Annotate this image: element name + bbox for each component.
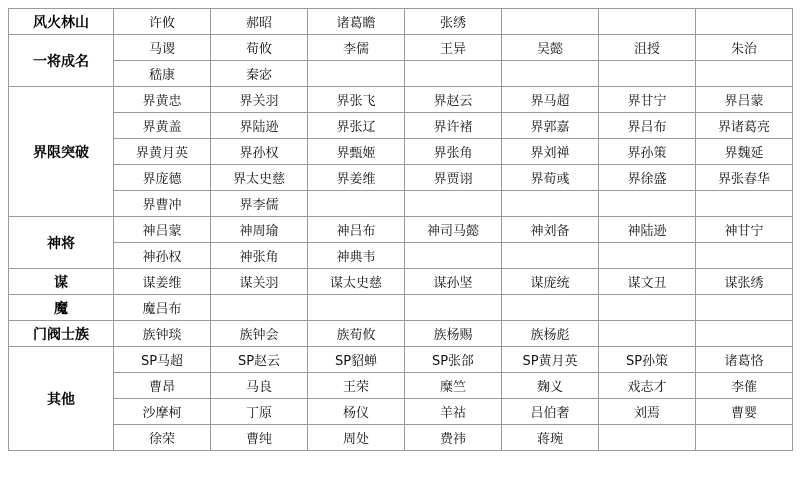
table-row [9, 113, 793, 139]
general-cell: 杨仪 [308, 399, 405, 425]
general-cell [696, 191, 793, 217]
general-cell: SP孙策 [599, 347, 696, 373]
general-cell [211, 295, 308, 321]
table-row [9, 373, 793, 399]
general-cell: 界马超 [502, 87, 599, 113]
general-cell: 丁原 [211, 399, 308, 425]
general-cell: 界关羽 [211, 87, 308, 113]
general-cell: 秦宓 [211, 61, 308, 87]
general-cell: 张绣 [405, 9, 502, 35]
general-cell: 界刘禅 [502, 139, 599, 165]
category-cell [9, 87, 114, 217]
general-cell: 界吕布 [599, 113, 696, 139]
table-row [9, 347, 793, 373]
general-cell: SP貂蝉 [308, 347, 405, 373]
general-cell: 王荣 [308, 373, 405, 399]
general-cell: 界贾诩 [405, 165, 502, 191]
general-cell [502, 9, 599, 35]
general-cell [405, 191, 502, 217]
category-label: 界限突破 [33, 144, 89, 161]
general-cell [502, 295, 599, 321]
table-row [9, 61, 793, 87]
general-cell: 界庞德 [114, 165, 211, 191]
table-row [9, 425, 793, 451]
general-cell: 郝昭 [211, 9, 308, 35]
table-row [9, 243, 793, 269]
general-cell: 神刘备 [502, 217, 599, 243]
general-cell: 界李儒 [211, 191, 308, 217]
general-cell [599, 425, 696, 451]
general-cell: 羊祜 [405, 399, 502, 425]
general-cell: SP马超 [114, 347, 211, 373]
general-cell: 谋文丑 [599, 269, 696, 295]
category-label: 谋 [54, 274, 68, 291]
general-cell [502, 61, 599, 87]
table-row [9, 139, 793, 165]
general-cell: 界魏延 [696, 139, 793, 165]
table-row [9, 35, 793, 61]
general-cell: 界荀彧 [502, 165, 599, 191]
general-cell: 界孙权 [211, 139, 308, 165]
general-cell [308, 61, 405, 87]
general-cell: 界甘宁 [599, 87, 696, 113]
general-cell: 蒋琬 [502, 425, 599, 451]
general-cell: 诸葛瞻 [308, 9, 405, 35]
general-cell [502, 243, 599, 269]
general-cell: 界曹冲 [114, 191, 211, 217]
general-cell: 吴懿 [502, 35, 599, 61]
general-cell: 界张飞 [308, 87, 405, 113]
general-cell: 界姜维 [308, 165, 405, 191]
general-cell: 神司马懿 [405, 217, 502, 243]
category-label: 魔 [54, 300, 68, 317]
general-cell: 谋张绣 [696, 269, 793, 295]
general-cell [696, 295, 793, 321]
general-cell: 魔吕布 [114, 295, 211, 321]
general-cell [599, 321, 696, 347]
general-cell: 神甘宁 [696, 217, 793, 243]
general-cell: 界徐盛 [599, 165, 696, 191]
general-cell: 界黄盖 [114, 113, 211, 139]
general-cell [599, 243, 696, 269]
general-cell: 神孙权 [114, 243, 211, 269]
general-cell [308, 295, 405, 321]
general-cell: 徐荣 [114, 425, 211, 451]
general-cell [308, 191, 405, 217]
general-cell: 嵇康 [114, 61, 211, 87]
general-cell: 界吕蒙 [696, 87, 793, 113]
general-cell [599, 61, 696, 87]
general-cell: SP张郃 [405, 347, 502, 373]
general-cell: 谋姜维 [114, 269, 211, 295]
general-cell [599, 191, 696, 217]
general-cell: 周处 [308, 425, 405, 451]
general-cell: 许攸 [114, 9, 211, 35]
general-cell: 界许褚 [405, 113, 502, 139]
general-cell: 界黄忠 [114, 87, 211, 113]
general-cell: 族钟会 [211, 321, 308, 347]
category-cell [9, 347, 114, 451]
general-cell: 界张角 [405, 139, 502, 165]
general-cell: 族杨彪 [502, 321, 599, 347]
table-row [9, 9, 793, 35]
category-label: 一将成名 [33, 53, 89, 70]
general-cell: 谋孙坚 [405, 269, 502, 295]
general-cell [696, 61, 793, 87]
general-cell: 谋庞统 [502, 269, 599, 295]
table-row [9, 165, 793, 191]
general-cell: 界太史慈 [211, 165, 308, 191]
general-cell: 曹纯 [211, 425, 308, 451]
general-cell: 马良 [211, 373, 308, 399]
general-cell: 界陆逊 [211, 113, 308, 139]
general-cell: 界张春华 [696, 165, 793, 191]
general-cell: 沙摩柯 [114, 399, 211, 425]
general-cell [502, 191, 599, 217]
general-cell: 族钟琰 [114, 321, 211, 347]
general-cell: 李儒 [308, 35, 405, 61]
category-cell [9, 269, 114, 295]
general-cell: 神陆逊 [599, 217, 696, 243]
general-cell: 界诸葛亮 [696, 113, 793, 139]
general-cell: 戏志才 [599, 373, 696, 399]
general-cell: 李傕 [696, 373, 793, 399]
table-row [9, 321, 793, 347]
general-cell: 朱治 [696, 35, 793, 61]
general-cell: 界黄月英 [114, 139, 211, 165]
general-cell [405, 295, 502, 321]
general-cell: 曹昂 [114, 373, 211, 399]
general-cell [405, 243, 502, 269]
general-cell [696, 321, 793, 347]
general-cell [696, 9, 793, 35]
general-cell: 神周瑜 [211, 217, 308, 243]
general-cell: 界孙策 [599, 139, 696, 165]
general-cell: 神吕布 [308, 217, 405, 243]
general-list-table [8, 8, 793, 451]
category-cell [9, 217, 114, 269]
general-cell: 界赵云 [405, 87, 502, 113]
general-cell: 沮授 [599, 35, 696, 61]
general-cell [599, 295, 696, 321]
general-cell [599, 9, 696, 35]
general-cell: 族杨赐 [405, 321, 502, 347]
general-cell: 神张角 [211, 243, 308, 269]
table-row [9, 191, 793, 217]
table-row [9, 87, 793, 113]
category-cell [9, 35, 114, 87]
table-row [9, 399, 793, 425]
table-row [9, 269, 793, 295]
category-label: 其他 [47, 391, 75, 408]
category-cell [9, 321, 114, 347]
category-label: 门阀士族 [33, 326, 89, 343]
category-cell [9, 295, 114, 321]
general-cell [696, 425, 793, 451]
table-row [9, 217, 793, 243]
general-cell: 曹婴 [696, 399, 793, 425]
general-cell: 糜竺 [405, 373, 502, 399]
table-row [9, 295, 793, 321]
category-label: 神将 [47, 235, 75, 252]
general-cell: 诸葛恪 [696, 347, 793, 373]
category-label: 风火林山 [33, 14, 89, 31]
general-cell: 荀攸 [211, 35, 308, 61]
general-cell: SP赵云 [211, 347, 308, 373]
general-cell: 族荀攸 [308, 321, 405, 347]
general-cell: SP黄月英 [502, 347, 599, 373]
general-cell: 界郭嘉 [502, 113, 599, 139]
general-cell: 刘焉 [599, 399, 696, 425]
general-cell: 谋关羽 [211, 269, 308, 295]
table-body [9, 9, 793, 451]
category-cell [9, 9, 114, 35]
general-cell: 神典韦 [308, 243, 405, 269]
general-cell: 麹义 [502, 373, 599, 399]
general-cell: 神吕蒙 [114, 217, 211, 243]
general-cell: 王异 [405, 35, 502, 61]
general-cell: 界张辽 [308, 113, 405, 139]
general-cell [405, 61, 502, 87]
page [8, 8, 793, 451]
general-cell: 谋太史慈 [308, 269, 405, 295]
general-cell: 马谡 [114, 35, 211, 61]
general-cell: 吕伯奢 [502, 399, 599, 425]
general-cell: 界甄姬 [308, 139, 405, 165]
general-cell: 费祎 [405, 425, 502, 451]
general-cell [696, 243, 793, 269]
